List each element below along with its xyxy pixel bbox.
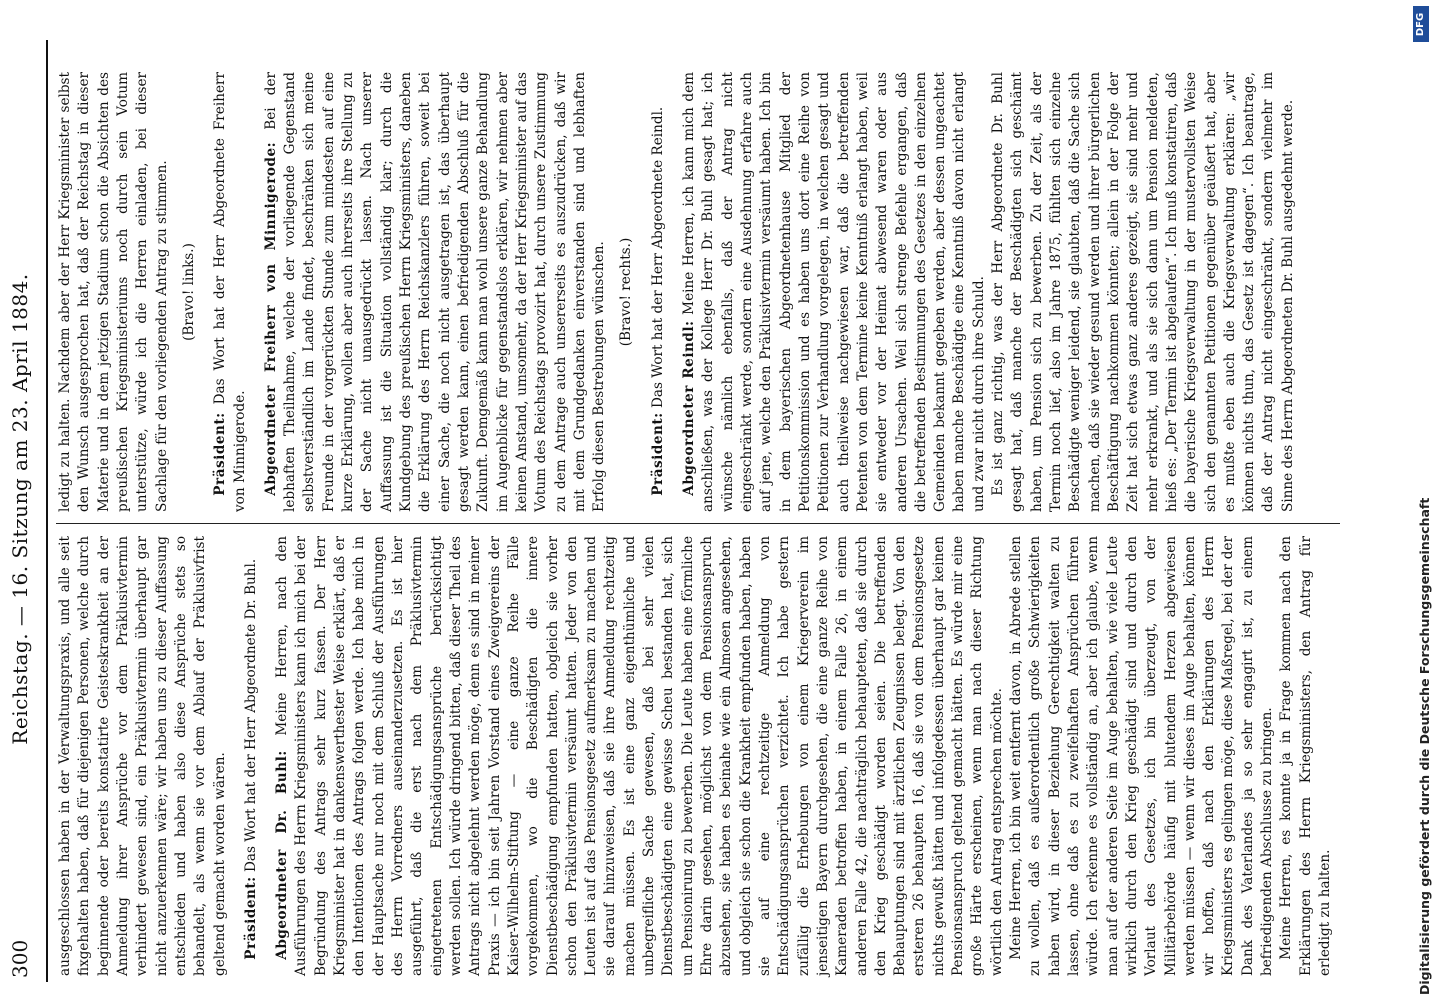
column-divider [56,523,1340,524]
speech-paragraph [242,536,261,976]
speaker-name: Abgeordneter Reindl: [681,320,698,496]
speech-text: Das Wort hat der Herr Abgeordnete Freiherr von Minnigerode. [212,72,248,512]
digitization-credit-bar [1410,0,1432,1000]
page-number: 300 [8,939,32,978]
speaker-name: Abgeordneter Dr. Buhl: [274,750,291,960]
body-paragraph: ledigt zu halten. Nachdem aber der Herr Kriegsminister selbst den Wunsch ausgesprochen hat, daß der Reichstag in dieser Materie und in dem jetzigen Stadium schon die Absichten des preußischen Kriegsministeriums noch durch sein Votum unterstütze, würde ich die Herren einladen, bei dieser Sachlage für den vorliegenden Antrag zu stimmen. [57,72,170,512]
speaker-name: Präsident: [649,412,666,496]
dfg-logo-text: DFG [1415,12,1427,36]
body-paragraph: Meine Herren, ich bin weit entfernt davon, in Abrede stellen zu wollen, daß es außerordentlich große Schwierigkeiten haben wird, in dieser Beziehung Gerechtigkeit walten zu lassen, ohne daß es zu zweifelhaften Ansprüchen führen würde. Ich erkenne es vollständig an, aber ich glaube, wenn man auf der anderen Seite im Auge behalten, wie viele Leute wirklich durch den Krieg geschädigt sind und durch den Vorlaut des Gesetzes, ich bin überzeugt, von der Militärbehörde häufig mit blutendem Herzen abgewiesen werden müssen — wenn wir dieses im Auge behalten, können wir hoffen, daß nach den Erklärungen des Herrn Kriegsministers es gelingen möge, diese Maßregel, bei der der Dank des Vaterlandes ja so sehr engagirt ist, zu einem befriedigenden Abschlusse zu bringen. [1008,536,1276,976]
applause-note: (Bravo! rechts.) [618,237,635,347]
speech-text: Meine Herren, nach den Ausführungen des Herrn Kriegsministers kann ich mich bei der Begründung des Antrags sehr kurz fassen. Der Herr Kriegsminister hat in dankenswerthester Weise erklärt, daß er den Intentionen des Antrags folgen werde. Ich habe mich in der Hauptsache nur noch mit dem Schluß der Ausführungen des Herrn Vorredners auseinanderzusetzen. Es ist hier ausgeführt, daß die erst nach dem Präklusivtermin eingetretenen Entschädigungsansprüche berücksichtigt werden sollen. Ich würde dringend bitten, daß dieser Theil des Antrags nicht abgelehnt werden möge, denn es sind in meiner Praxis — ich bin seit Jahren Vorstand eines Zweigvereins der Kaiser-Wilhelm-Stiftung — eine ganze Reihe Fälle vorgekommen, wo die Beschädigten die innere Dienstbeschädigung empfunden hatten, obgleich sie vorher schon den Präklusivtermin versäumt hatten. Jeder von den Leuten ist auf das Pensionsgesetz aufmerksam zu machen und sie darauf hinzuweisen, daß sie ihre Anmeldung rechtzeitig machen müssen. Es ist eine ganz eigenthümliche und unbegreifliche Sache gewesen, daß bei sehr vielen Dienstbeschädigten eine gewisse Scheu bestanden hat, sich um Pensionirung zu bewerben. Die Leute haben eine förmliche Ehre darin gesehen, möglichst von dem Pensionsanspruch abzusehen, sie haben es beinahe wie ein Almosen angesehen, und obgleich sie schon die Krankheit empfunden haben, haben sie auf eine rechtzeitige Anmeldung von Entschädigungsansprüchen verzichtet. Ich habe gestern zufällig die Erhebungen von einem Kriegerverein im jenseitigen Bayern durchgesehen, die eine ganze Reihe von Kameraden betroffen haben, in einem Falle 26, in einem anderen Falle 42, die nachträglich behaupteten, daß sie durch den Krieg geschädigt worden seien. Die betreffenden Behauptungen sind mit ärztlichen Zeugnissen belegt. Von den ersteren 26 behaupten 16, daß sie von dem Pensionsgesetze nichts gewußt hätten und infolgedessen überhaupt gar keinen Pensionsanspruch geltend gemacht hätten. Es würde mir eine große Härte erscheinen, wenn man nach dieser Richtung wörtlich den Antrag entsprechen möchte. [274,536,1005,976]
text-column-right [56,72,1298,512]
header-rule [46,40,48,982]
speech-text: Bei der lebhaften Theilnahme, welche der vorliegende Gegenstand selbstverständlich im Lande findet, beschränken sich meine Freunde in der vorgerückten Stunde zum mindesten auf eine kurze Erklärung, wollen aber auch ihrerseits ihre Stellung zu der Sache nicht unausgedrückt lassen. Nach unserer Auffassung ist die Situation vollständig klar; durch die Kundgebung des preußischen Herrn Kriegsministers, daneben die Erklärung des Herrn Reichskanzlers führen, soweit bei einer Sache, die noch nicht ausgetragen ist, das überhaupt gesagt werden kann, einen befriedigenden Abschluß für die Zukunft. Demgemäß kann man wohl unsere ganze Behandlung im Augenblicke für gegenstandslos erklären, wir nehmen aber keinen Anstand, umsomehr, da der Herr Kriegsminister auf das Votum des Reichstags provozirt hat, durch unsere Zustimmung zu dem Antrage auch unsererseits es auszudrücken, daß wir mit dem Grundgedanken einverstanden sind und lebhaften Erfolg diesen Bestrebungen wünschen. [262,72,608,512]
digitization-credit: Digitalisierung gefördert durch die Deutsche Forschungsgemeinschaft [1417,497,1432,995]
body-paragraph: Es ist ganz richtig, was der Herr Abgeordnete Dr. Buhl gesagt hat, daß manche der Beschädigten sich geschämt haben, um Pension sich zu bewerben. Zu der Zeit, als der Termin noch lief, also im Jahre 1875, fühlten sich einzelne Beschädigte weniger leidend, sie glaubten, daß die Sache sich machen, daß sie wieder gesund werden und ihrer bürgerlichen Beschäftigung nachkommen könnten; allein in der Folge der Zeit hat sich etwas ganz anderes gezeigt, sie sind mehr und mehr erkrankt, und als sie sich dann um Pension meldeten, hieß es: „Der Termin ist abgelaufen“. Ich muß konstatiren, daß die bayerische Kriegsverwaltung in der mustervollsten Weise sich den genannten Petitionen gegenüber geäußert hat, aber es mußte eben auch die Kriegsverwaltung erklären: „wir können nichts thun, das Gesetz ist dagegen“. Ich beantrage, daß der Antrag nicht eingeschränkt, sondern vielmehr im Sinne des Herrn Abgeordneten Dr. Buhl ausgedehnt werde. [990,72,1296,512]
dfg-logo [1413,6,1429,42]
speech-paragraph [262,72,610,512]
page-title: Reichstag. — 16. Sitzung am 23. April 1884. [8,273,32,745]
speech-text: Das Wort hat der Herr Abgeordnete Dr. Buhl. [242,558,259,873]
speech-paragraph [211,72,250,512]
applause-note: (Bravo! links.) [180,243,197,341]
page-header [8,40,48,978]
speaker-name: Präsident: [242,876,259,960]
speaker-name: Abgeordneter Freiherr von Minnigerode: [262,141,279,496]
speech-paragraph [273,536,1007,976]
body-paragraph: ausgeschlossen haben in der Verwaltungspraxis, und alle seit fixgehalten haben, daß für diejenigen Personen, welche durch beginnende oder bereits konstatirte Geisteskrankheit an der Anmeldung ihrer Ansprüche vor dem Präklusivtermin verhindert gewesen sind, ein Präklusivtermin überhaupt gar nicht anzuerkennen wäre; wir haben uns zu dieser Auffassung entschieden und haben also diese Ansprüche stets so behandelt, als wenn sie vor dem Ablauf der Präklusivfrist geltend gemacht worden wären. [57,536,228,976]
text-column-left [56,536,1335,976]
speech-paragraph [649,72,668,512]
speech-text: Meine Herren, ich kann mich dem anschließen, was der Kollege Herr Dr. Buhl gesagt hat; ich wünsche nämlich ebenfalls, daß der Antrag nicht eingeschränkt werde, sondern eine Ausdehnung erfahre auch auf jene, welche den Präklusivtermin versäumt haben. Ich bin in dem bayerischen Abgeordnetenhause Mitglied der Petitionskommission und es haben uns dort eine Reihe von Petitionen zur Verhandlung vorgelegen, in welchen gesagt und auch theilweise nachgewiesen war, daß die betreffenden Petenten von dem Termine keine Kenntniß erlangt haben, weil sie entweder vor der Heimat abwesend waren oder aus anderen Ursachen. Weil sich strenge Befehle ergangen, daß die betreffenden Bestimmungen des Gesetzes in den einzelnen Gemeinden bekannt gegeben werden, aber dessen ungeachtet haben manche Beschädigte eine Kenntniß davon nicht erlangt und zwar nicht durch ihre Schuld. [681,71,987,512]
speech-text: Das Wort hat der Herr Abgeordnete Reindl. [649,106,666,409]
speaker-name: Präsident: [212,412,229,496]
body-paragraph: Meine Herren, es konnte ja in Frage kommen nach den Erklärungen des Herrn Kriegsministers, den Antrag für erledigt zu halten. [1278,536,1333,976]
speech-paragraph [680,72,989,512]
